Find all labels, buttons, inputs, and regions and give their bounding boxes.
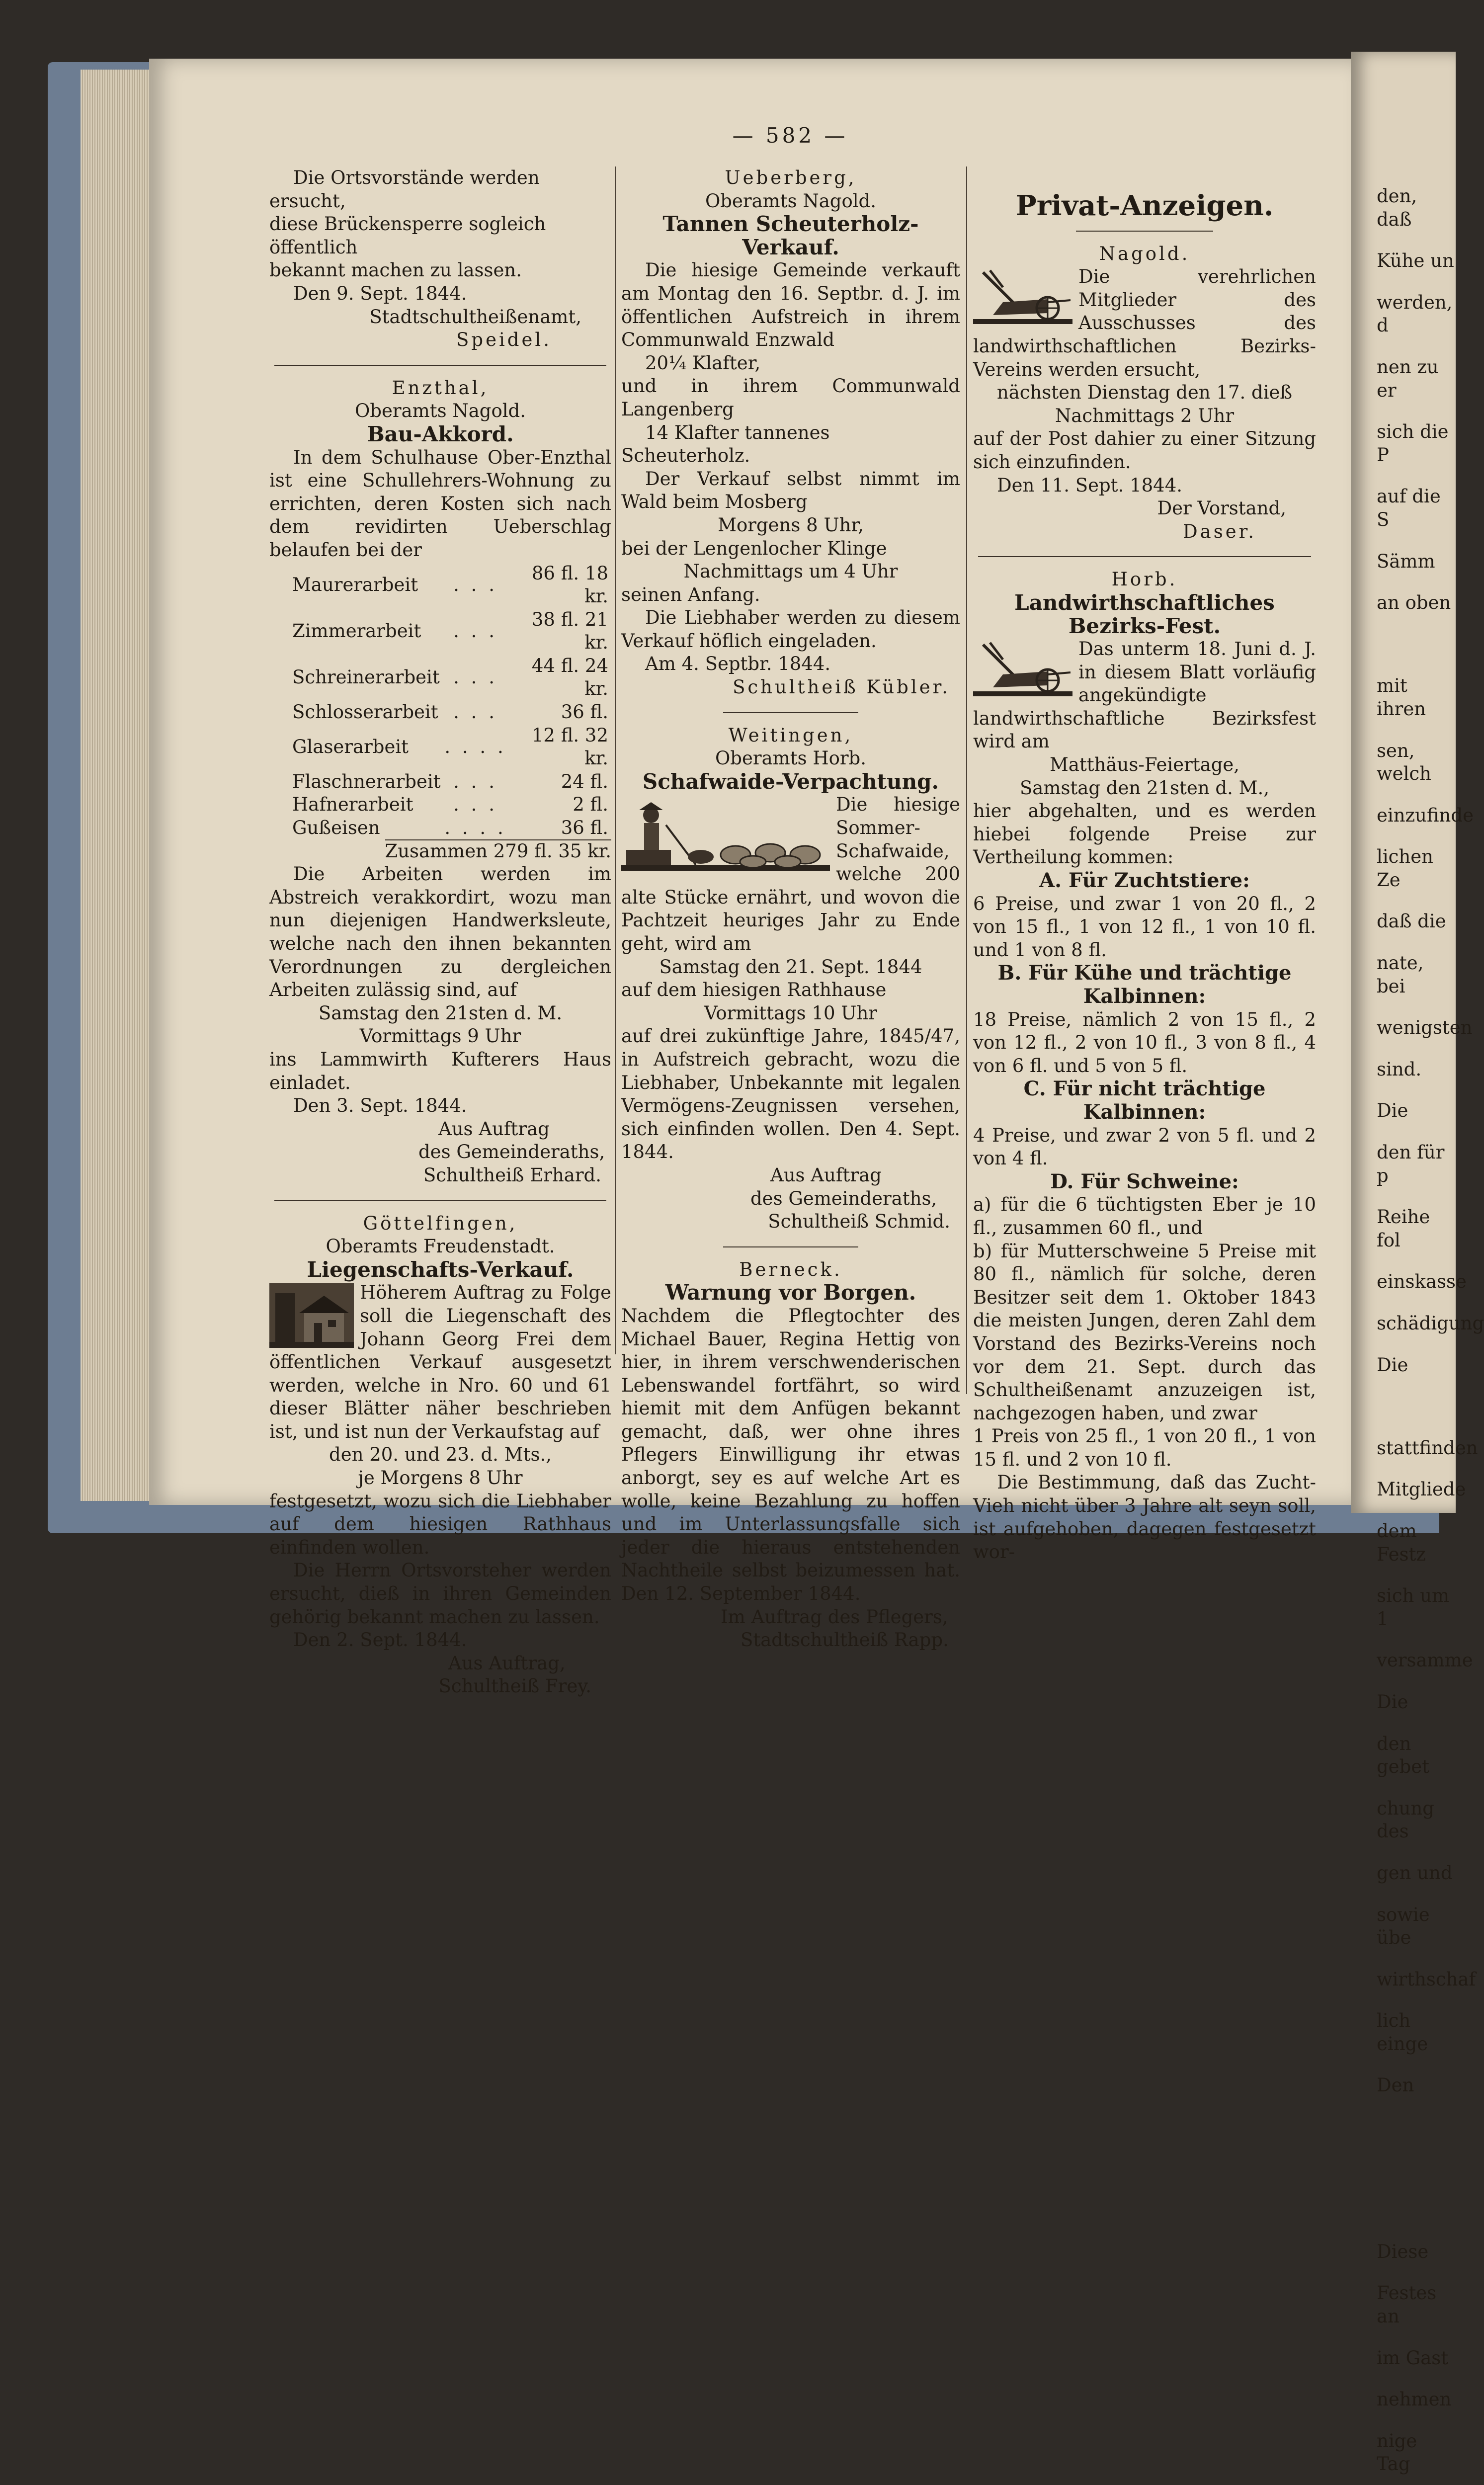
prize-category-body: 18 Preise, nämlich 2 von 15 fl., 2 von 12 fl., 2 von 10 fl., 3 von 8 fl., 4 von 6 fl. und 5 von 5 fl. [973, 1008, 1316, 1077]
partial-line [1377, 2199, 1456, 2222]
private-ads-heading: Privat-Anzeigen. [1015, 189, 1274, 222]
notice-sign-line: Im Auftrag des Pflegers, [721, 1606, 948, 1628]
cost-table [292, 562, 611, 840]
plough-woodcut-icon [973, 640, 1072, 699]
partial-line: Mitgliede [1377, 1479, 1466, 1500]
cost-label: Glaserarbeit [292, 736, 409, 757]
notice-body: Die Bestimmung, daß das Zucht-Vieh nicht über 3 Jahre alt seyn soll, ist aufgehoben, dagegen festgesetzt wor- [973, 1472, 1316, 1563]
partial-line: chung des [1377, 1797, 1434, 1842]
partial-line: werden, d [1377, 291, 1453, 336]
notice-amount: 14 Klafter tannenes Scheuterholz. [621, 421, 830, 467]
notice-date: Den 9. Sept. 1844. [293, 282, 467, 304]
notice-place: Enzthal, [392, 377, 489, 399]
cost-dots: . . . [453, 666, 497, 688]
partial-line: sich die P [1377, 421, 1449, 466]
cost-label: Zimmerarbeit [292, 620, 421, 642]
cost-amount: 36 fl. [561, 701, 608, 723]
notice-title: Liegenschafts-Verkauf. [307, 1257, 574, 1282]
notice-days: den 20. und 23. d. Mts., [329, 1444, 552, 1466]
notice-line: bekannt machen zu lassen. [269, 259, 522, 281]
notice-bau-akkord [269, 377, 611, 1187]
notice-line: diese Brückensperre sogleich öffentlich [269, 213, 546, 258]
cost-amount: 12 fl. 32 kr. [531, 724, 608, 769]
partial-line: stattfinden [1377, 1437, 1478, 1459]
partial-line: auf die S [1377, 486, 1441, 530]
partial-line [1377, 2157, 1456, 2181]
cost-total [269, 840, 611, 863]
notice-day: Samstag den 21sten d. M. [318, 1002, 563, 1024]
cost-row [292, 608, 611, 655]
cost-amount: 86 fl. 18 kr. [531, 562, 608, 607]
partial-line: Die [1377, 1100, 1408, 1122]
column-divider [966, 166, 967, 1394]
notice-liegenschaft [269, 1212, 611, 1698]
partial-line: sich um 1 [1377, 1585, 1450, 1630]
column-2 [621, 166, 960, 1652]
partial-line: lichen Ze [1377, 846, 1433, 891]
notice-sign-line: des Gemeinderaths, [418, 1141, 605, 1163]
house-woodcut-icon [269, 1283, 354, 1348]
cost-row [292, 817, 611, 840]
notice-sign-line: des Gemeinderaths, [750, 1187, 937, 1209]
partial-line: einskasse [1377, 1271, 1467, 1293]
notice-body: festgesetzt, wozu sich die Liebhaber auf dem hiesigen Rathhaus einfinden wollen. [269, 1490, 611, 1558]
notice-signature: Schultheiß Frey. [438, 1675, 591, 1697]
notice-title: Warnung vor Borgen. [665, 1280, 916, 1305]
cost-label: Schreinerarbeit [292, 666, 440, 688]
cost-dots: . . . [453, 701, 497, 723]
notice-district: Oberamts Freudenstadt. [326, 1236, 555, 1257]
partial-line: den gebet [1377, 1733, 1430, 1778]
notice-signature: Stadtschultheiß Rapp. [741, 1629, 949, 1651]
notice-time: Vormittags 9 Uhr [359, 1025, 521, 1047]
partial-line: schädigung [1377, 1313, 1484, 1334]
prize-category-body: b) für Mutterschweine 5 Preise mit 80 fl., nämlich für solche, deren Besitzer seit dem 1. Oktober 1843 die meisten Jungen, deren Zahl dem Vorstand des Bezirks-Vereins noch vor dem 21. Sept. durch das Schultheißenamt anzuzeigen ist, nachgezogen haben, und zwar [973, 1240, 1316, 1424]
notice-sign-line: Aus Auftrag [438, 1118, 550, 1140]
notice-where: ins Lammwirth Kufterers Haus einladet. [269, 1048, 611, 1093]
prize-category-body: 6 Preise, und zwar 1 von 20 fl., 2 von 15 fl., 1 von 12 fl., 1 von 10 fl. und 1 von 8 fl. [973, 893, 1316, 961]
partial-line: nehmen [1377, 2389, 1452, 2410]
partial-line: einzufinde [1377, 804, 1474, 826]
notice-body: auf der Post dahier zu einer Sitzung sich einzufinden. [973, 428, 1316, 473]
partial-line: Den [1377, 2074, 1414, 2096]
notice-nagold-verein [973, 243, 1316, 544]
partial-line: den, daß [1377, 185, 1417, 230]
section-divider [1076, 231, 1213, 232]
partial-line: nige Tag [1377, 2430, 1417, 2475]
partial-line: Diese [1377, 2240, 1429, 2262]
partial-line: Kühe un [1377, 250, 1454, 272]
notice-office: Stadtschultheißenamt, [369, 306, 581, 328]
notice-title: Bau-Akkord. [367, 421, 514, 446]
notice-signature: Schultheiß Erhard. [423, 1164, 601, 1186]
prize-category-title: A. Für Zuchtstiere: [1039, 869, 1250, 893]
notice-body: Die Herrn Ortsvorsteher werden ersucht, dieß in ihren Gemeinden gehörig bekannt machen zu lassen. [269, 1560, 611, 1628]
notice-day: Samstag den 21. Sept. 1844 [659, 956, 922, 978]
notice-where: auf dem hiesigen Rathhause [621, 979, 887, 1001]
cost-row [292, 562, 611, 608]
cost-row [292, 793, 611, 817]
partial-line [1377, 1395, 1456, 1418]
partial-line: gen und [1377, 1862, 1453, 1884]
column-1 [269, 166, 611, 1698]
notice-body: und in ihrem Communwald Langenberg [621, 375, 960, 420]
cost-label: Hafnerarbeit [292, 794, 413, 816]
notice-sign-line: Der Vorstand, [1157, 497, 1286, 519]
notice-body: Die hiesige Sommer-Schafwaide, welche 200 alte Stücke ernährt, und wovon die Pachtzeit heuriges Jahr zu Ende geht, wird am [621, 794, 960, 954]
notice-day: Samstag den 21sten d. M., [1019, 777, 1270, 799]
notice-body: Die hiesige Gemeinde verkauft am Montag den 16. Septbr. d. J. im öffentlichen Aufstreich in ihrem Communwald Enzwald [621, 259, 960, 351]
partial-line: sowie übe [1377, 1904, 1430, 1949]
partial-line: lich einge [1377, 2010, 1428, 2055]
page-number: — 582 — [732, 123, 848, 148]
notice-time: Vormittags 10 Uhr [704, 1002, 877, 1024]
notice-body: Der Verkauf selbst nimmt im Wald beim Mosberg [621, 468, 960, 513]
notice-signature: Schultheiß Schmid. [768, 1211, 950, 1233]
notice-body: hier abgehalten, und es werden hiebei folgende Preise zur Vertheilung kommen: [973, 800, 1316, 868]
cost-dots: . . . . [444, 817, 506, 839]
partial-line: dem Festz [1377, 1520, 1426, 1565]
notice-place: Ueberberg, [725, 167, 857, 188]
notice-district: Oberamts Horb. [715, 747, 867, 769]
notice-signature: Daser. [1183, 520, 1256, 542]
cost-dots: . . . [453, 794, 497, 816]
notice-body: bei der Lengenlocher Klinge [621, 537, 887, 559]
notice-date: Am 4. Septbr. 1844. [645, 653, 831, 675]
cost-amount: 38 fl. 21 kr. [531, 608, 608, 654]
notice-place: Berneck. [739, 1258, 842, 1280]
notice-body: In dem Schulhause Ober-Enzthal ist eine Schullehrers-Wohnung zu errichten, deren Kosten sich nach dem revidirten Ueberschlag belaufen bei der [269, 446, 611, 561]
notice-signature: Speidel. [456, 329, 552, 351]
section-divider [274, 1200, 606, 1201]
cost-row [292, 724, 611, 770]
notice-title: Landwirthschaftliches Bezirks-Fest. [1014, 590, 1275, 638]
partial-line: nate, bei [1377, 952, 1424, 997]
notice-line: Die Ortsvorstände werden ersucht, [269, 167, 540, 212]
partial-line: mit ihren [1377, 675, 1426, 720]
cost-amount: 44 fl. 24 kr. [531, 655, 608, 700]
notice-body: Höherem Auftrag zu Folge soll die Liegenschaft des Johann Georg Frei dem öffentlichen Verkauf ausgesetzt werden, welche in Nro. 60 und 61 dieser Blätter näher beschrieben ist, und ist nun der Verkaufstag auf [269, 1282, 611, 1442]
notice-place: Horb. [1111, 569, 1178, 590]
notice-day: nächsten Dienstag den 17. dieß [996, 382, 1293, 404]
cost-label: Maurerarbeit [292, 574, 418, 595]
notice-body: Das unterm 18. Juni d. J. in diesem Blatt vorläufig angekündigte landwirthschaftliche Bezirksfest wird am [973, 638, 1316, 752]
column-3 [973, 166, 1316, 1564]
partial-line: Die [1377, 1354, 1408, 1376]
column-divider [615, 166, 616, 1354]
partial-line: Die [1377, 1691, 1408, 1713]
cost-label: Schlosserarbeit [292, 701, 438, 723]
notice-body: auf drei zukünftige Jahre, 1845/47, in Aufstreich gebracht, wozu die Liebhaber, Unbekannte mit legalen Vermögens-Zeugnissen versehen, sich einfinden wollen. Den 4. Sept. 1844. [621, 1025, 960, 1163]
cost-amount: 2 fl. [573, 794, 608, 816]
partial-line: sen, welch [1377, 740, 1431, 785]
cost-dots: . . . . [444, 736, 506, 757]
partial-line: im Gast [1377, 2347, 1449, 2369]
notice-time: Morgens 8 Uhr, [718, 514, 864, 536]
notice-body: Die Liebhaber werden zu diesem Verkauf höflich eingeladen. [621, 607, 960, 652]
section-divider [978, 556, 1311, 557]
notice-body: Nachdem die Pflegtochter des Michael Bauer, Regina Hettig von hier, in ihrem verschwenderischen Lebenswandel fortfährt, so wird hiemit mit dem Anfügen bekannt gemacht, daß, wer ohne ihres Pflegers Einwilligung ihr etwas anborgt, sey es auf welche Art es wolle, keine Bezahlung zu hoffen und im Unterlassungsfalle sich jeder die hieraus entstehenden Nachtheile selbst beizumessen hat. Den 12. September 1844. [621, 1305, 960, 1605]
notice-body: seinen Anfang. [621, 583, 760, 605]
notice-place: Göttelfingen, [363, 1212, 518, 1234]
notice-warnung [621, 1258, 960, 1652]
partial-line: Reihe fol [1377, 1206, 1430, 1251]
notice-time: je Morgens 8 Uhr [358, 1467, 523, 1489]
partial-line: versamme [1377, 1650, 1473, 1671]
column-4-partial [1377, 166, 1484, 2485]
cost-row [292, 770, 611, 794]
cost-label: Gußeisen [292, 817, 380, 839]
partial-line: Sämm [1377, 550, 1435, 572]
notice-bezirksfest [973, 568, 1316, 1564]
partial-line [1377, 2116, 1456, 2139]
partial-line: wenigsten [1377, 1017, 1473, 1039]
notice-district: Oberamts Nagold. [354, 400, 526, 422]
notice-sign-line: Aus Auftrag [770, 1164, 882, 1186]
cost-dots: . . . [453, 574, 497, 595]
notice-time: Nachmittags 2 Uhr [1055, 405, 1235, 426]
prize-category-title: C. Für nicht trächtige Kalbinnen: [1023, 1077, 1266, 1124]
shepherd-woodcut-icon [621, 795, 830, 875]
notice-sign-line: Aus Auftrag, [448, 1652, 566, 1674]
notice-date: Den 11. Sept. 1844. [997, 474, 1182, 496]
notice-schafwaide [621, 724, 960, 1234]
prize-category-body: 1 Preis von 25 fl., 1 von 20 fl., 1 von 15 fl. und 2 von 10 fl. [973, 1425, 1316, 1470]
notice-bridge-closure [269, 166, 611, 352]
partial-line: Festes an [1377, 2282, 1437, 2327]
prize-category-title: B. Für Kühe und trächtige Kalbinnen: [997, 961, 1292, 1008]
section-divider [723, 712, 859, 713]
notice-date: Den 2. Sept. 1844. [293, 1629, 467, 1651]
notice-day: Matthäus-Feiertage, [1049, 754, 1240, 776]
notice-body: Die Arbeiten werden im Abstreich verakkordirt, wozu man nun diejenigen Handwerksleute, welche nach den ihnen bekannten Verordnungen zu dergleichen Arbeiten zulässig sind, auf [269, 863, 611, 1001]
cost-row [292, 701, 611, 724]
partial-line: den für p [1377, 1142, 1445, 1186]
notice-date: Den 3. Sept. 1844. [293, 1095, 467, 1117]
notice-district: Oberamts Nagold. [705, 190, 877, 212]
cost-row [292, 655, 611, 701]
notice-signature: Schultheiß Kübler. [733, 676, 950, 698]
partial-line: sind. [1377, 1058, 1422, 1080]
partial-line: wirthschaf [1377, 1968, 1476, 1990]
notice-amount: 20¼ Klafter, [645, 352, 761, 374]
section-divider [274, 365, 606, 366]
cost-amount: 36 fl. [561, 817, 608, 839]
partial-line [1377, 633, 1456, 657]
notice-title: Schafwaide-Verpachtung. [642, 769, 939, 794]
prize-category-title: D. Für Schweine: [1050, 1169, 1239, 1193]
partial-line: daß die [1377, 911, 1446, 932]
cost-dots: . . . [453, 770, 497, 792]
plough-woodcut-icon [973, 267, 1072, 327]
partial-line: an oben [1377, 592, 1451, 614]
cost-label: Flaschnerarbeit [292, 770, 441, 792]
cost-dots: . . . [453, 620, 497, 642]
cost-amount: 24 fl. [561, 770, 608, 792]
partial-line: nen zu er [1377, 356, 1439, 401]
notice-body: Die verehrlichen Mitglieder des Ausschusses des landwirthschaftlichen Bezirks-Vereins werden ersucht, [973, 266, 1316, 380]
prize-category-body: 4 Preise, und zwar 2 von 5 fl. und 2 von 4 fl. [973, 1124, 1316, 1169]
notice-title: Tannen Scheuterholz-Verkauf. [662, 212, 919, 259]
notice-scheuterholz [621, 166, 960, 699]
notice-time: Nachmittags um 4 Uhr [683, 561, 898, 582]
cost-total-text: Zusammen 279 fl. 35 kr. [385, 840, 611, 862]
section-divider [723, 1246, 859, 1247]
page-edges [81, 70, 155, 1501]
notice-place: Nagold. [1099, 243, 1190, 264]
prize-category-body: a) für die 6 tüchtigsten Eber je 10 fl., zusammen 60 fl., und [973, 1194, 1316, 1239]
notice-place: Weitingen, [728, 724, 853, 746]
